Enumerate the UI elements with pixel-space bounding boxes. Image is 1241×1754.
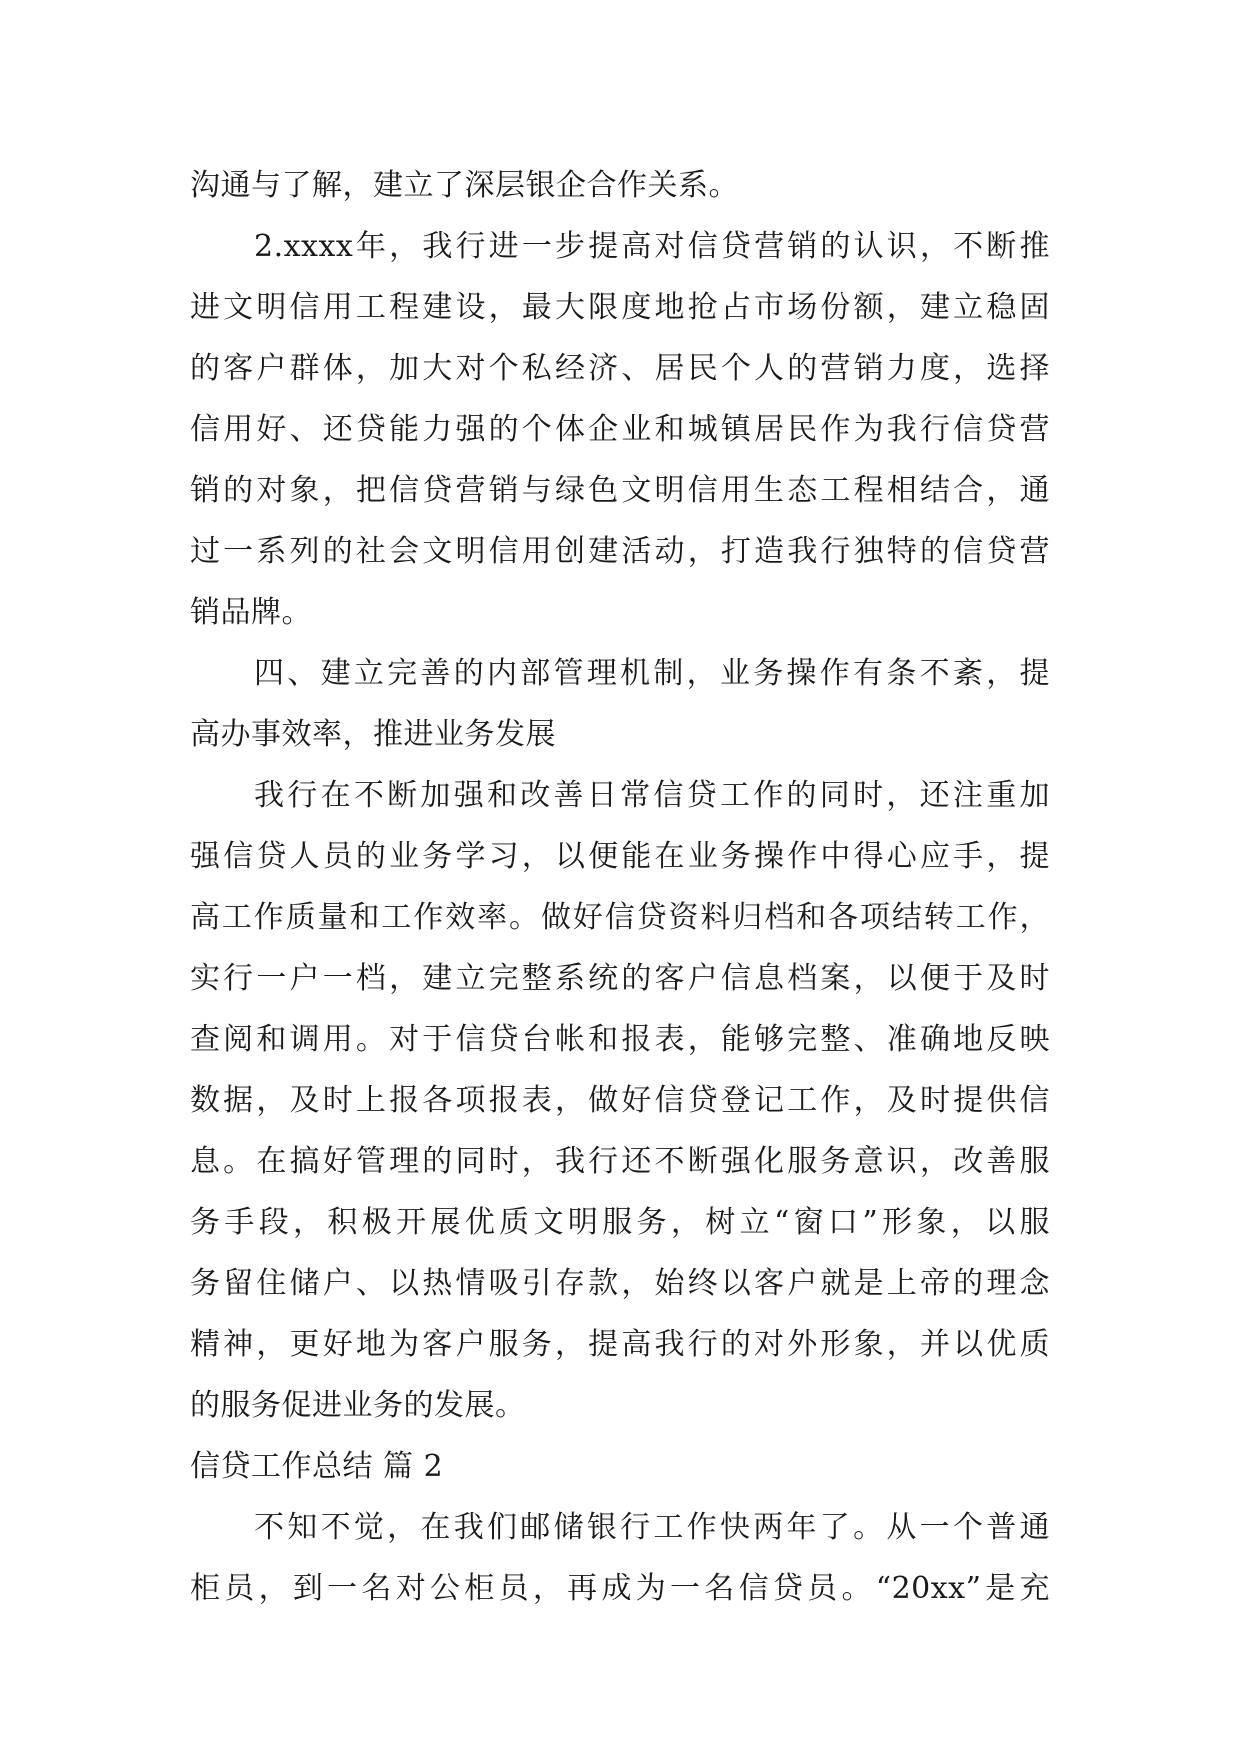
text-line: 沟通与了解，建立了深层银企合作关系。 — [190, 168, 739, 203]
text-line: 信用好、还贷能力强的个体企业和城镇居民作为我行信贷营 — [190, 412, 1050, 447]
section-heading-line: 四、建立完善的内部管理机制，业务操作有条不紊，提 — [254, 656, 1050, 691]
text-line: 务留住储户、以热情吸引存款，始终以客户就是上帝的理念 — [190, 1266, 1050, 1301]
text-line: 息。在搞好管理的同时，我行还不断强化服务意识，改善服 — [190, 1144, 1050, 1179]
article-title: 信贷工作总结 篇 2 — [190, 1449, 444, 1484]
text-line: 销的对象，把信贷营销与绿色文明信用生态工程相结合，通 — [190, 473, 1050, 508]
text-line: 查阅和调用。对于信贷台帐和报表，能够完整、准确地反映 — [190, 1022, 1050, 1057]
text-line: 的服务促进业务的发展。 — [190, 1388, 526, 1423]
text-line: 高工作质量和工作效率。做好信贷资料归档和各项结转工作， — [190, 900, 1050, 935]
text-line: 我行在不断加强和改善日常信贷工作的同时，还注重加 — [254, 778, 1050, 813]
text-line: 柜员，到一名对公柜员，再成为一名信贷员。“20xx”是充 — [190, 1571, 1050, 1606]
text-line: 销品牌。 — [190, 595, 312, 630]
text-line: 强信贷人员的业务学习，以便能在业务操作中得心应手，提 — [190, 839, 1050, 874]
text-line: 实行一户一档，建立完整系统的客户信息档案，以便于及时 — [190, 961, 1050, 996]
text-line: 2.xxxx年，我行进一步提高对信贷营销的认识，不断推 — [254, 229, 1050, 264]
section-heading-line: 高办事效率，推进业务发展 — [190, 717, 556, 752]
document-body — [190, 155, 1050, 1619]
text-line: 的客户群体，加大对个私经济、居民个人的营销力度，选择 — [190, 351, 1050, 386]
text-line: 精神，更好地为客户服务，提高我行的对外形象，并以优质 — [190, 1327, 1050, 1362]
text-line: 务手段，积极开展优质文明服务，树立“窗口”形象，以服 — [190, 1205, 1050, 1240]
text-line: 数据，及时上报各项报表，做好信贷登记工作，及时提供信 — [190, 1083, 1050, 1118]
text-line: 不知不觉，在我们邮储银行工作快两年了。从一个普通 — [254, 1510, 1050, 1545]
text-line: 进文明信用工程建设，最大限度地抢占市场份额，建立稳固 — [190, 290, 1050, 325]
text-line: 过一系列的社会文明信用创建活动，打造我行独特的信贷营 — [190, 534, 1050, 569]
